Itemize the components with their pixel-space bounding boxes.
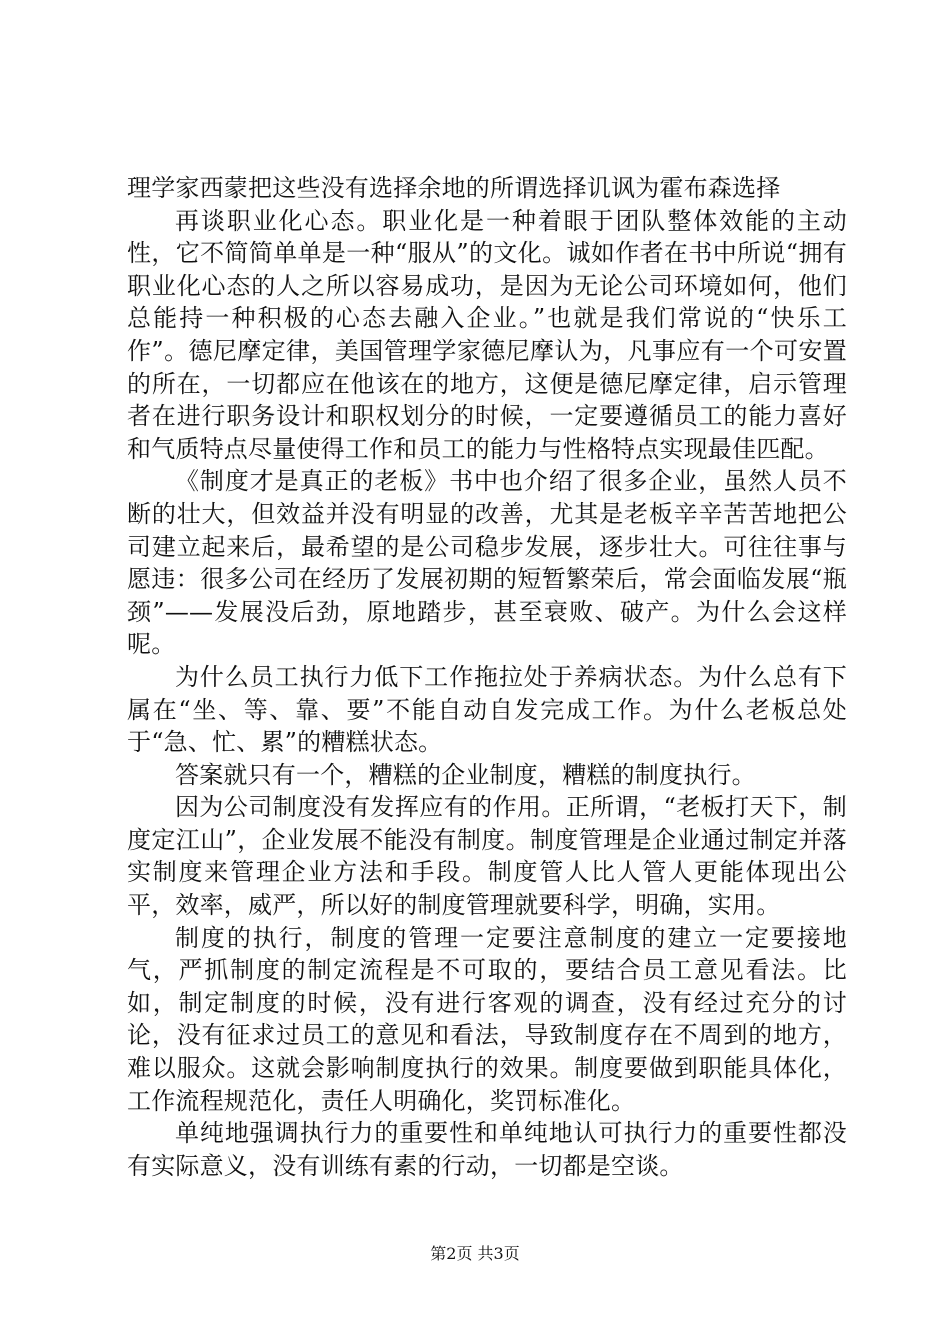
paragraph-8: 单纯地强调执行力的重要性和单纯地认可执行力的重要性都没有实际意义，没有训练有素的行动，一切都是空谈。 bbox=[127, 1119, 847, 1180]
paragraph-3: 《制度才是真正的老板》书中也介绍了很多企业，虽然人员不断的壮大，但效益并没有明显的改善，尤其是老板辛辛苦苦地把公司建立起来后，最希望的是公司稳步发展，逐步壮大。可往往事与愿违：很多公司在经历了发展初期的短暂繁荣后，常会面临发展“瓶颈”——发展没后劲，原地踏步，甚至衰败、破产。为什么会这样呢。 bbox=[127, 467, 847, 659]
paragraph-4: 为什么员工执行力低下工作拖拉处于养病状态。为什么总有下属在“坐、等、靠、要”不能自动自发完成工作。为什么老板总处于“急、忙、累”的糟糕状态。 bbox=[127, 662, 847, 757]
paragraph-1: 理学家西蒙把这些没有选择余地的所谓选择讥讽为霍布森选择 bbox=[127, 174, 781, 202]
paragraph-7: 制度的执行，制度的管理一定要注意制度的建立一定要接地气，严抓制度的制定流程是不可取的，要结合员工意见看法。比如，制定制度的时候，没有进行客观的调查，没有经过充分的讨论，没有征求过员工的意见和看法，导致制度存在不周到的地方，难以服众。这就会影响制度执行的效果。制度要做到职能具体化，工作流程规范化，责任人明确化，奖罚标准化。 bbox=[127, 923, 847, 1115]
document-body bbox=[127, 172, 847, 1182]
page-number-footer: 第2页 共3页 bbox=[430, 1244, 520, 1263]
paragraph-5: 答案就只有一个，糟糕的企业制度，糟糕的制度执行。 bbox=[175, 760, 756, 789]
paragraph-2: 再谈职业化心态。职业化是一种着眼于团队整体效能的主动性，它不简简单单是一种“服从”的文化。诚如作者在书中所说“拥有职业化心态的人之所以容易成功，是因为无论公司环境如何，他们总能持一种积极的心态去融入企业。”也就是我们常说的“快乐工作”。德尼摩定律，美国管理学家德尼摩认为，凡事应有一个可安置的所在，一切都应在他该在的地方，这便是德尼摩定律，启示管理者在进行职务设计和职权划分的时候，一定要遵循员工的能力喜好和气质特点尽量使得工作和员工的能力与性格特点实现最佳匹配。 bbox=[127, 206, 847, 463]
paragraph-6: 因为公司制度没有发挥应有的作用。正所谓，“老板打天下，制度定江山”，企业发展不能没有制度。制度管理是企业通过制定并落实制度来管理企业方法和手段。制度管人比人管人更能体现出公平，效率，威严，所以好的制度管理就要科学，明确，实用。 bbox=[127, 793, 847, 920]
